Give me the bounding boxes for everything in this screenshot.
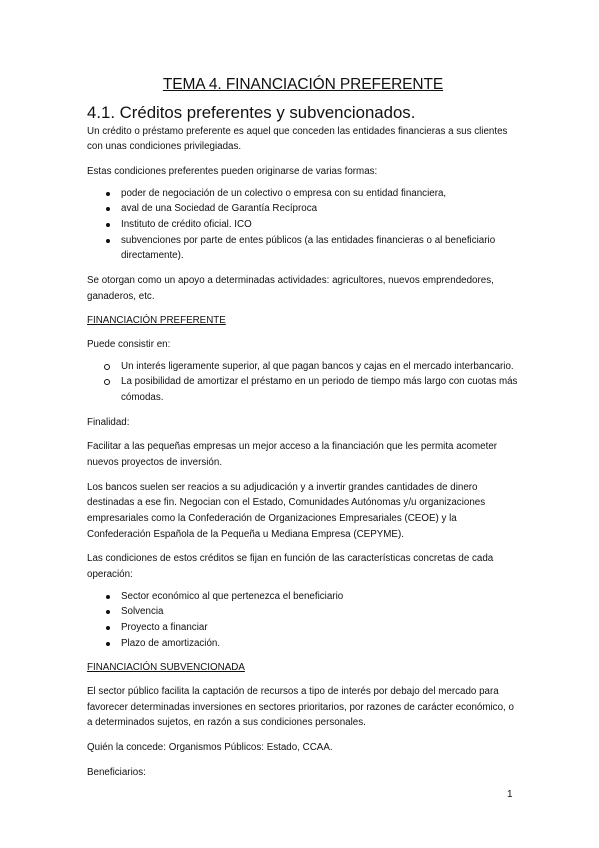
list-item: Sector económico al que pertenezca el beneficiario — [87, 589, 519, 605]
list-item: poder de negociación de un colectivo o empresa con su entidad financiera, — [87, 186, 519, 202]
list-item: Plazo de amortización. — [87, 636, 519, 652]
support-paragraph: Se otorgan como un apoyo a determinadas actividades: agricultores, nuevos emprendedores, ganaderos, etc. — [87, 274, 494, 302]
subv-paragraph: El sector público facilita la captación de recursos a tipo de interés por debajo del mercado para favorecer determinadas inversiones en sectores prioritarios, por razones de carácter económico, o a determinados sujetos, en razón a sus condiciones personales. — [87, 686, 514, 729]
pref-heading: FINANCIACIÓN PREFERENTE — [87, 315, 226, 327]
pref-list — [87, 359, 519, 406]
list-item: subvenciones por parte de entes públicos (a las entidades financieras o al beneficiario directamente). — [87, 233, 519, 264]
pref-intro: Puede consistir en: — [87, 338, 171, 350]
list-item: aval de una Sociedad de Garantía Recíproca — [87, 201, 519, 217]
list-item: La posibilidad de amortizar el préstamo en un periodo de tiempo más largo con cuotas más cómodas. — [87, 374, 519, 405]
section-heading: 4.1. Créditos preferentes y subvencionados. — [87, 102, 416, 122]
list-item: Solvencia — [87, 604, 519, 620]
banks-paragraph: Los bancos suelen ser reacios a su adjudicación y a invertir grandes cantidades de dinero destinadas a ese fin. Negocian con el Estado, Comunidades Autónomas y/u organizaciones empresariales como la Confederación de Organizaciones Empresariales (CEOE) y la Confederación Española de la Pequeña u Mediana Empresa (CEPYME). — [87, 481, 486, 540]
conditions-list — [87, 589, 519, 652]
list-item: Instituto de crédito oficial. ICO — [87, 217, 519, 233]
grantor-paragraph: Quién la concede: Organismos Públicos: Estado, CCAA. — [87, 742, 333, 754]
purpose-paragraph: Facilitar a las pequeñas empresas un mejor acceso a la financiación que les permita acometer nuevos proyectos de inversión. — [87, 441, 498, 468]
conditions-paragraph: Las condiciones de estos créditos se fijan en función de las características concretas de cada operación: — [87, 553, 494, 580]
purpose-label: Finalidad: — [87, 416, 130, 428]
origin-intro: Estas condiciones preferentes pueden originarse de varias formas: — [87, 165, 378, 177]
origin-list — [87, 186, 519, 264]
list-item: Proyecto a financiar — [87, 620, 519, 636]
page-number: 1 — [507, 789, 513, 800]
intro-paragraph: Un crédito o préstamo preferente es aquel que conceden las entidades financieras a sus clientes con unas condiciones privilegiadas. — [87, 125, 508, 153]
list-item: Un interés ligeramente superior, al que pagan bancos y cajas en el mercado interbancario. — [87, 359, 519, 375]
page-title: TEMA 4. FINANCIACIÓN PREFERENTE — [162, 76, 444, 93]
subv-heading: FINANCIACIÓN SUBVENCIONADA — [87, 662, 245, 674]
beneficiaries-label: Beneficiarios: — [87, 766, 146, 778]
